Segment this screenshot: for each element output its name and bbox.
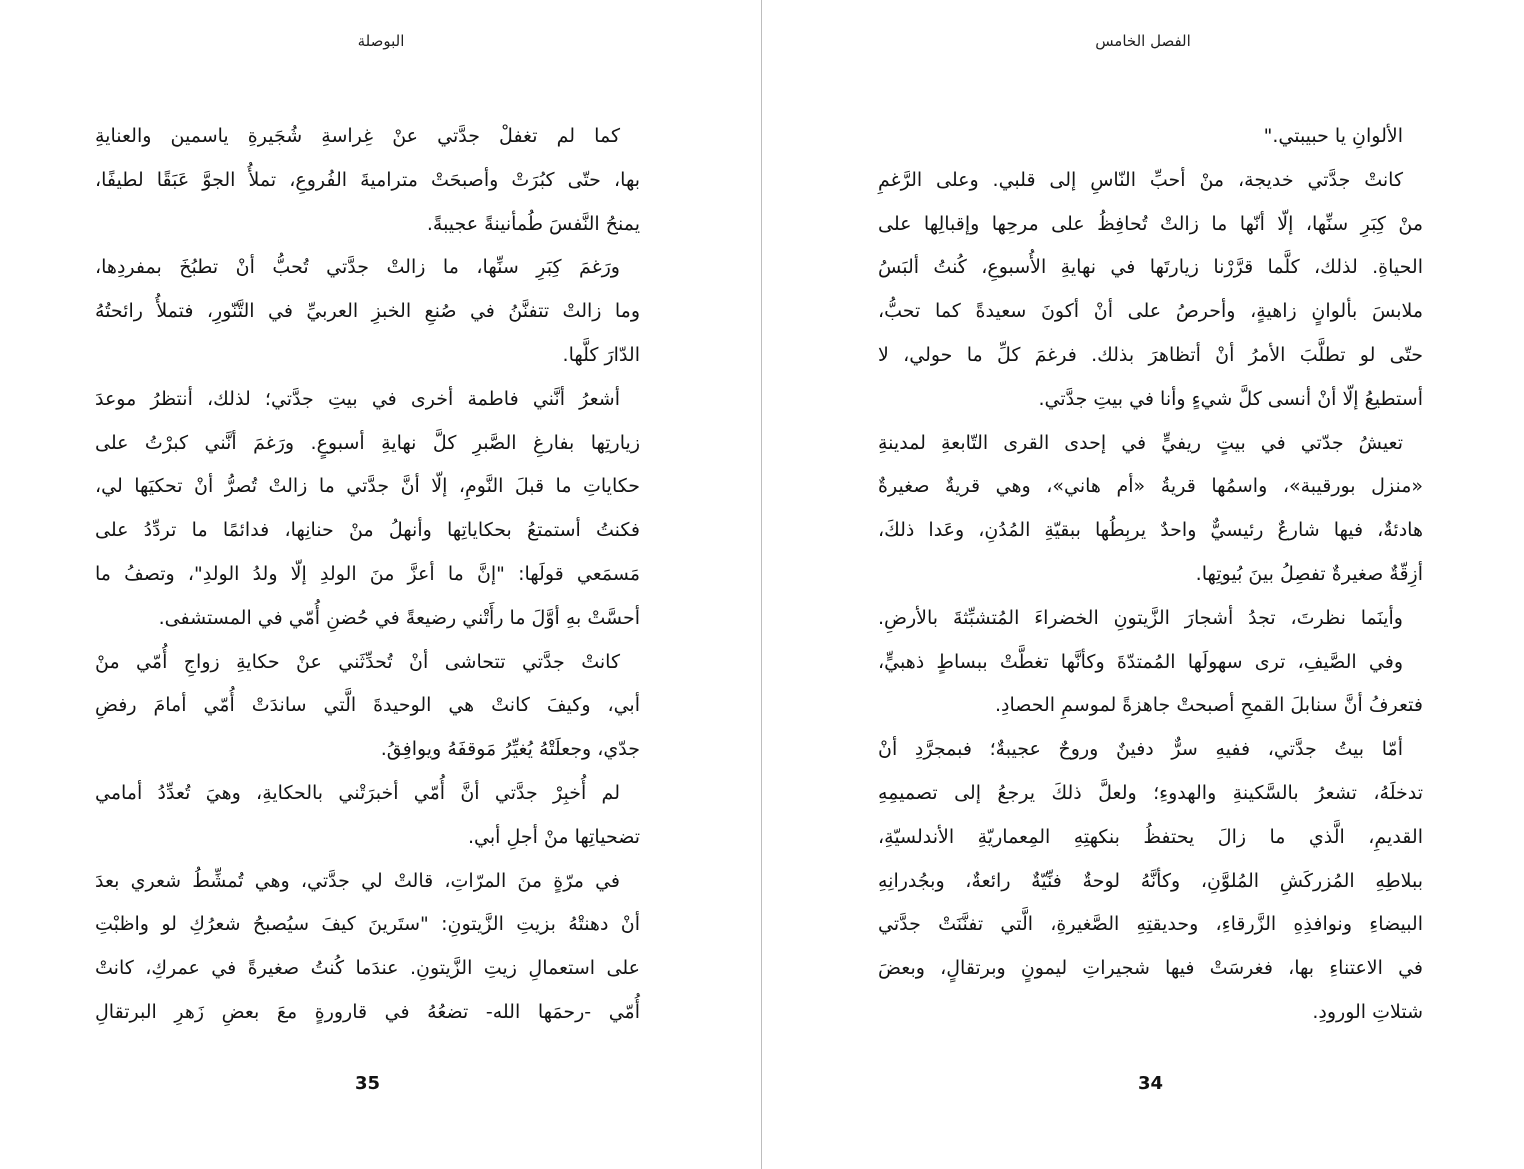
page-right: [762, 0, 1524, 1169]
text-line: وأينَما نظرتَ، تجدُ أشجارَ الزَّيتونِ الخضراءَ المُتشبِّثةَ بالأرضِ.: [878, 606, 1403, 629]
text-line: ورَغمَ كِبَرِ سنِّها، ما زالتْ جدَّتي تُحبُّ أنْ تطبُخَ بمفردِها،: [95, 256, 620, 279]
page-number-left: 35: [354, 1073, 381, 1094]
text-line: أُمّي -رحمَها الله- تضعُهُ في قارورةٍ معَ بعضِ زَهرِ البرتقالِ: [95, 1000, 640, 1023]
text-line: البيضاءِ ونوافذِهِ الزَّرقاءِ، وحديقتِهِ الصَّغيرةِ، الَّتي تفنَّنَتْ جدَّتي: [878, 913, 1423, 936]
text-line: في مرّةٍ منَ المرّاتِ، قالتْ لي جدَّتي، وهي تُمشِّطُ شعري بعدَ: [95, 869, 620, 892]
running-header-book-title: البوصلة: [357, 32, 405, 50]
text-line: أحسَّتْ بهِ أوَّلَ ما رأَتْني رضيعةً في حُضنِ أُمّي في المستشفى.: [158, 606, 640, 629]
text-line: هادئةٌ، فيها شارعٌ رئيسيٌّ واحدٌ يربِطُها ببقيّةِ المُدُنِ، وعَدا ذلكَ،: [878, 519, 1423, 542]
text-line: حكاياتِ ما قبلَ النَّومِ، إلّا أنَّ جدَّتي ما زالتْ تُصرُّ أنْ تحكيَها لي،: [95, 475, 640, 498]
text-line: منْ كِبَرِ سنِّها، إلّا أنّها ما زالتْ تُحافِظُ على مرحِها وإقبالِها على: [878, 212, 1423, 235]
text-line: الألوانِ يا حبيبتي.": [1263, 125, 1403, 147]
text-line: لم أُخبِرْ جدَّتي أنَّ أُمّي أخبرَتْني بالحكايةِ، وهيَ تُعدِّدُ أمامي: [95, 781, 620, 804]
text-line: الحياةِ. لذلك، كلَّما قرَّرْنا زيارتَها في نهايةِ الأُسبوعِ، كُنتُ ألبَسُ: [878, 256, 1423, 279]
text-line: جدّي، وجعلَتْهُ يُغيِّرُ مَوقفَهُ ويوافِقُ.: [380, 738, 640, 761]
text-line: أمّا بيتُ جدَّتي، ففيهِ سرٌّ دفينٌ وروحٌ عجيبةٌ؛ فبمجرَّدِ أنْ: [878, 738, 1403, 761]
text-line: تدخلَهُ، تشعرُ بالسَّكينةِ والهدوءِ؛ ولعلَّ ذلكَ يرجعُ إلى تصميمِهِ: [878, 781, 1423, 804]
text-line: يمنحُ النَّفسَ طُمأنينةً عجيبةً.: [426, 212, 640, 235]
text-line: تضحياتِها منْ أجلِ أبي.: [467, 825, 640, 848]
text-line: كما لم تغفلْ جدَّتي عنْ غِراسةِ شُجَيرةِ ياسمين والعنايةِ: [95, 125, 620, 147]
text-line: زيارتِها بفارغِ الصَّبرِ كلَّ نهايةِ أسبوعٍ. ورَغمَ أنَّني كبرْتُ على: [95, 431, 640, 454]
text-line: أستطيعُ إلّا أنْ أنسى كلَّ شيءٍ وأنا في بيتِ جدَّتي.: [1038, 387, 1423, 410]
text-line: ملابسَ بألوانٍ زاهيةٍ، وأحرصُ على أنْ أكونَ سعيدةً كما تحبُّ،: [878, 300, 1423, 323]
text-line: «منزل بورقيبة»، واسمُها قريةُ «أم هاني»، وهي قريةٌ صغيرةٌ: [878, 475, 1423, 498]
text-line: كانتْ جدَّتي خديجة، منْ أحبِّ النّاسِ إلى قلبي. وعلى الرَّغمِ: [878, 168, 1403, 191]
page-number-right: 34: [1137, 1073, 1164, 1094]
text-line: فكنتُ أستمتعُ بحكاياتِها وأنهلُ منْ حنانِها، فدائمًا ما تردِّدُ على: [95, 519, 640, 542]
text-line: وفي الصَّيفِ، ترى سهولَها المُمتدّةَ وكأنَّها تغطَّتْ ببساطٍ ذهبيٍّ،: [878, 650, 1403, 673]
text-line: أنْ دهنتْهُ بزيتِ الزَّيتونِ: "ستَرينَ كيفَ سيُصبحُ شعرُكِ لو واظبْتِ: [95, 913, 640, 936]
text-line: وما زالتْ تتفنَّنُ في صُنعِ الخبزِ العربيِّ في التَّنّورِ، فتملأُ رائحتُهُ: [95, 300, 640, 323]
text-line: أشعرُ أنَّني فاطمة أخرى في بيتِ جدَّتي؛ لذلك، أنتظرُ موعدَ: [95, 387, 620, 410]
text-line: بها، حتّى كبُرَتْ وأصبحَتْ متراميةَ الفُروعِ، تملأُ الجوَّ عَبَقًا لطيفًا،: [95, 168, 640, 191]
text-line: تعيشُ جدّتي في بيتٍ ريفيٍّ في إحدى القرى التّابعةِ لمدينةِ: [878, 431, 1403, 454]
text-line: شتلاتِ الورودِ.: [1312, 1000, 1423, 1023]
text-line: ببلاطِهِ المُزركَشِ المُلوَّنِ، وكأنَّهُ لوحةٌ فنِّيّةٌ رائعةٌ، وبجُدرانِهِ: [878, 869, 1423, 892]
text-line: فتعرفُ أنَّ سنابلَ القمحِ أصبحتْ جاهزةً لموسمِ الحصادِ.: [994, 694, 1423, 717]
page-text-left: [95, 115, 640, 1035]
text-line: أزِقّةٌ صغيرةٌ تفصِلُ بينَ بُيوتِها.: [1195, 562, 1423, 585]
page-text-right: [878, 115, 1423, 1035]
text-line: الدّارَ كلَّها.: [562, 343, 640, 366]
text-line: كانتْ جدَّتي تتحاشى أنْ تُحدِّثَني عنْ حكايةِ زواجِ أُمّي منْ: [95, 650, 620, 673]
running-header-chapter-title: الفصل الخامس: [1095, 32, 1191, 50]
text-line: حتّى لو تطلَّبَ الأمرُ أنْ أتظاهرَ بذلك. فرغمَ كلِّ ما حولي، لا: [878, 343, 1423, 366]
text-line: أبي، وكيفَ كانتْ هي الوحيدةَ الَّتي ساندَتْ أُمّي أمامَ رفضِ: [95, 694, 640, 717]
text-line: في الاعتناءِ بها، فغرسَتْ فيها شجيراتِ ليمونٍ وبرتقالٍ، وبعضَ: [878, 957, 1423, 980]
text-line: القديمِ، الَّذي ما زالَ يحتفظُ بنكهتِهِ المِعماريّةِ الأندلسيّةِ،: [878, 825, 1423, 848]
text-line: مَسمَعي قولَها: "إنَّ ما أعزَّ منَ الولدِ إلّا ولدُ الولدِ"، وتصفُ ما: [95, 562, 640, 585]
page-gutter-divider: [761, 0, 762, 1169]
text-line: على استعمالِ زيتِ الزَّيتونِ. عندَما كُنتُ صغيرةً في عمركِ، كانتْ: [95, 957, 640, 980]
